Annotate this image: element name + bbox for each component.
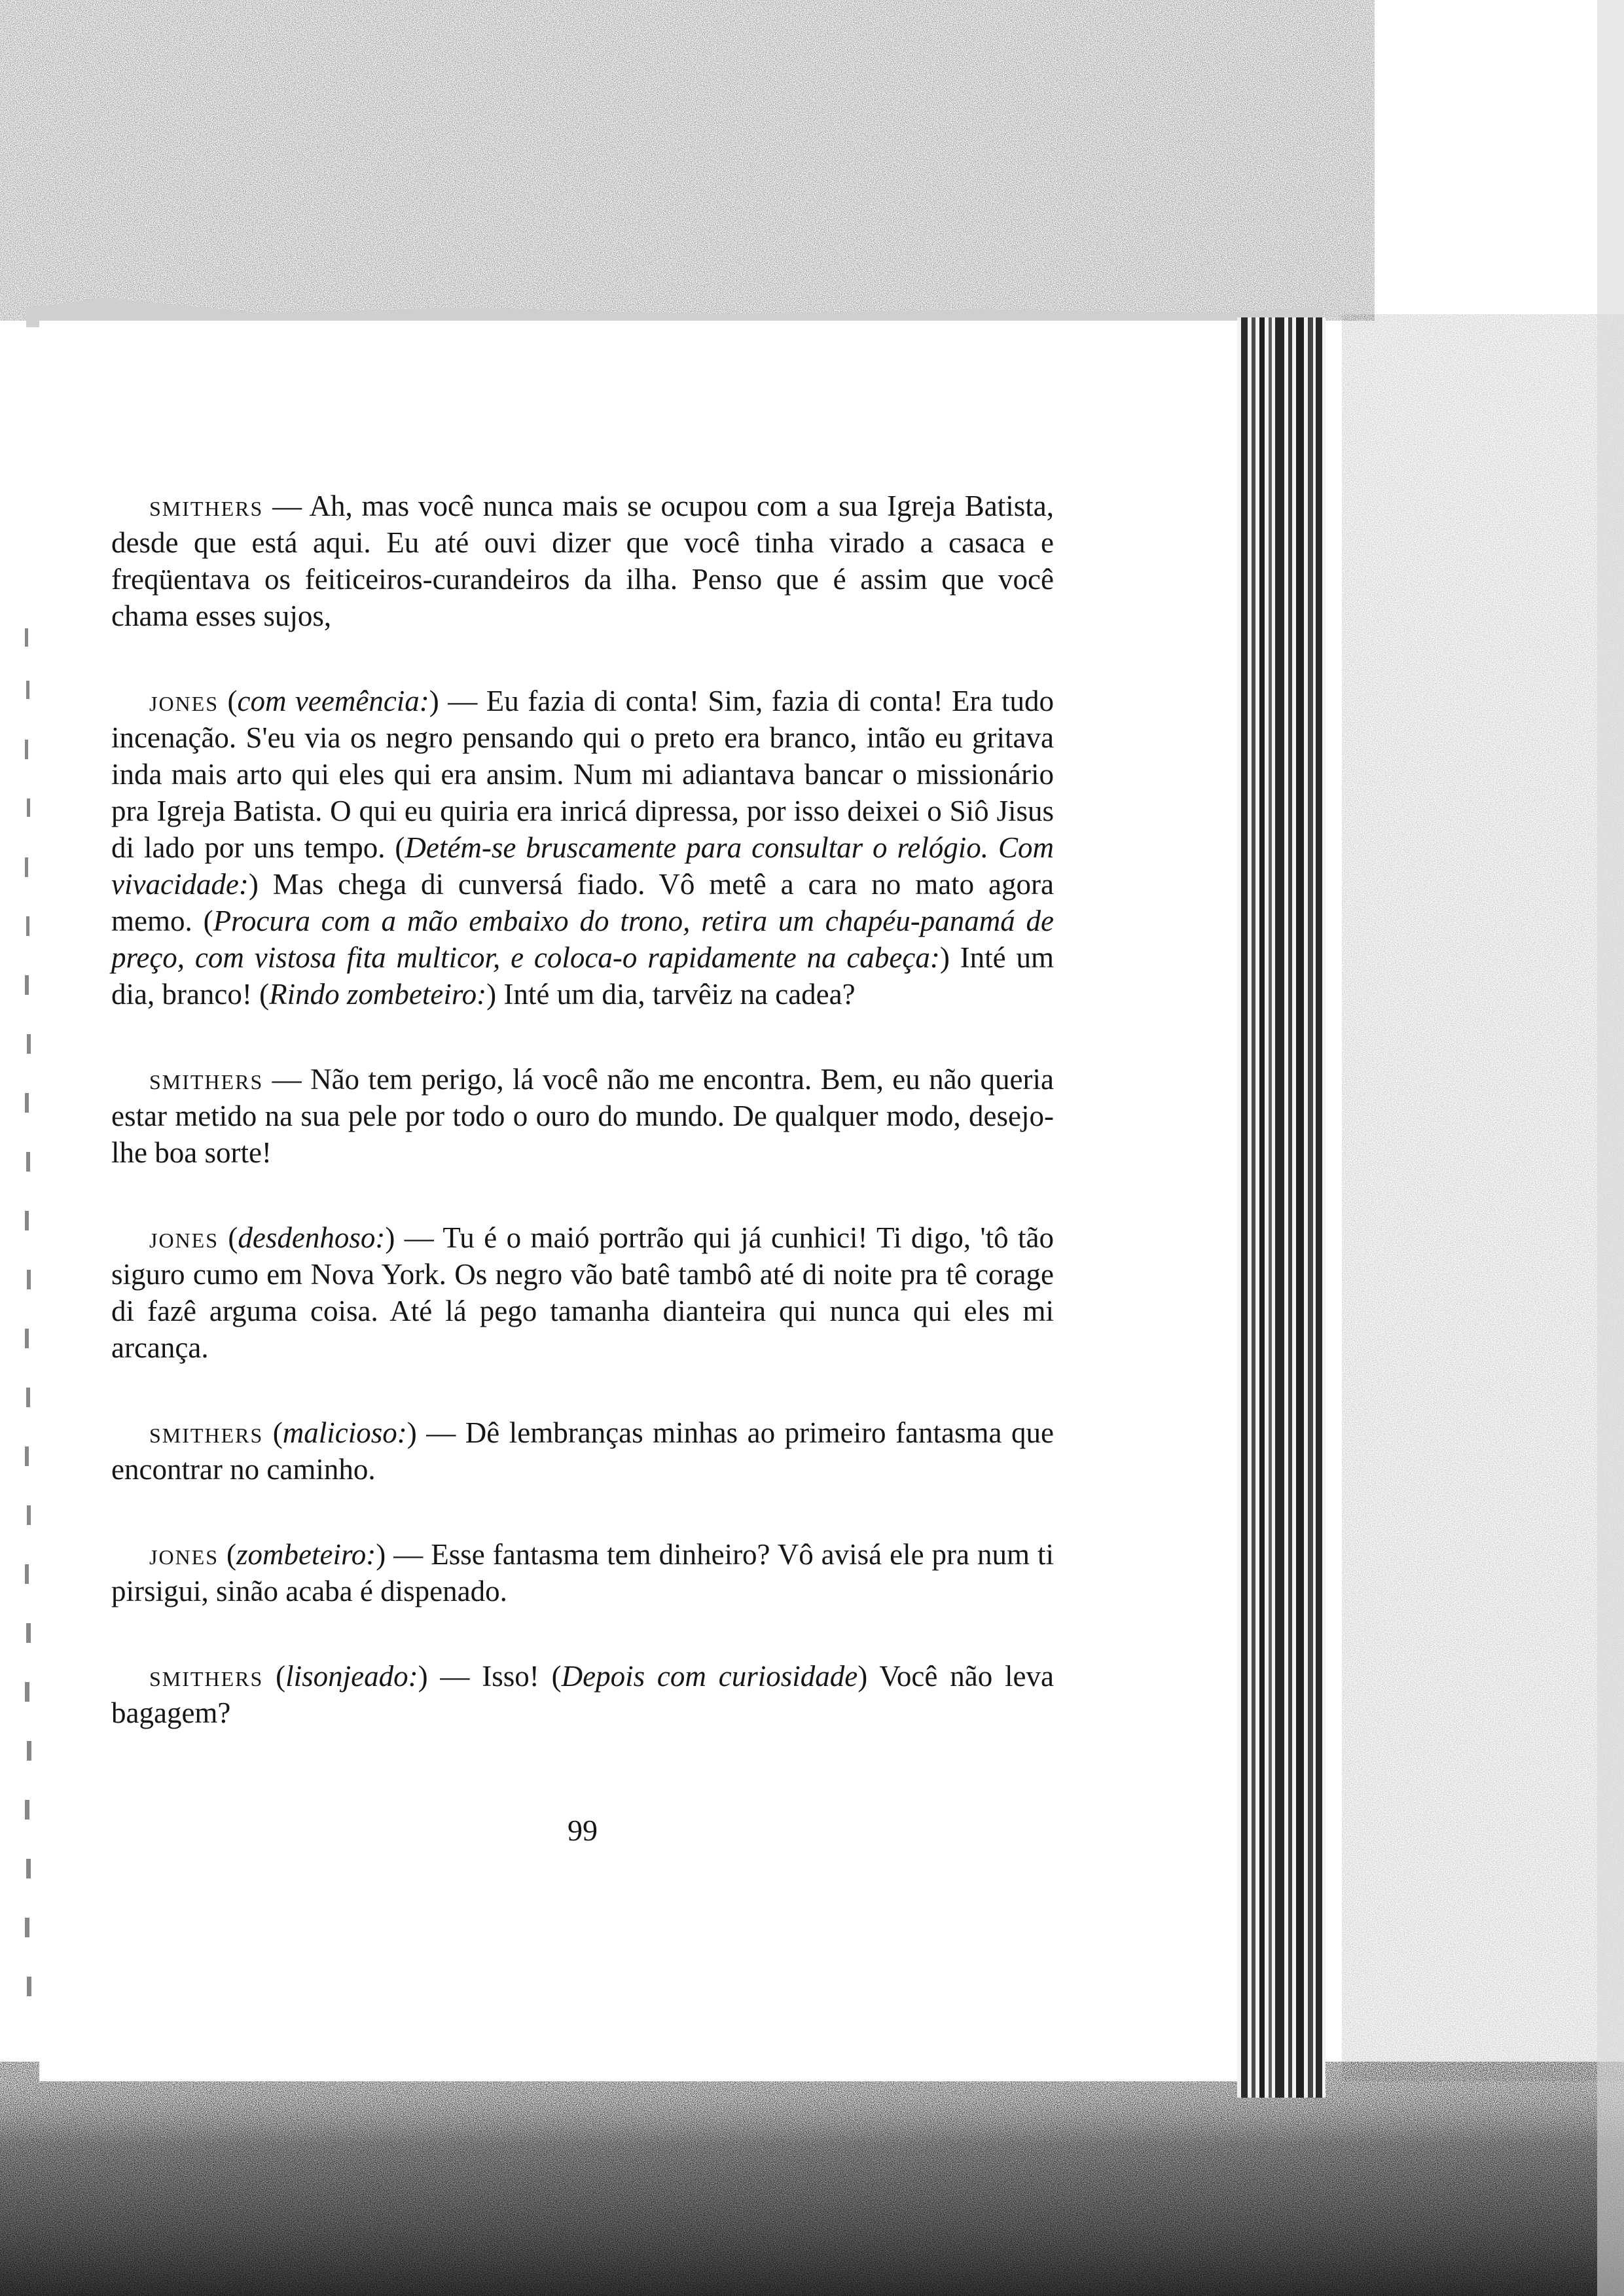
speaker-name: smithers bbox=[149, 490, 264, 522]
dialogue-text: ) Inté um dia, branco! ( bbox=[111, 941, 1055, 1011]
page-text bbox=[111, 488, 1054, 1780]
speaker-name: smithers bbox=[149, 1416, 264, 1449]
dialogue-paragraph bbox=[111, 1414, 1054, 1488]
dialogue-text: — Ah, mas você nunca mais se ocupou com a sua Igreja Batista, desde que está aqui. Eu até ouvi dizer que você tinha virado a casaca e freqüentava os feiticeiros-curandeiros da ilha. Penso que é assim que você chama esses sujos, bbox=[111, 490, 1054, 632]
dialogue-text: ) — Isso! ( bbox=[418, 1660, 562, 1693]
dialogue-text: ( bbox=[219, 1538, 236, 1571]
page-number: 99 bbox=[568, 1814, 598, 1847]
dialogue-paragraph bbox=[111, 1536, 1054, 1609]
stage-direction: zombeteiro: bbox=[236, 1538, 376, 1571]
stage-direction: malicioso: bbox=[282, 1416, 407, 1449]
speaker-name: smithers bbox=[149, 1063, 264, 1096]
speaker-name: jones bbox=[149, 685, 219, 717]
speaker-name: jones bbox=[149, 1538, 219, 1571]
dialogue-text: ) Inté um dia, tarvêiz na cadea? bbox=[486, 978, 856, 1011]
stage-direction: Procura com a mão embaixo do trono, retira um chapéu-panamá de preço, com vistosa fita multicor, e coloca-o rapidamente na cabeça: bbox=[111, 905, 1055, 974]
speaker-name: smithers bbox=[149, 1660, 264, 1693]
dialogue-text: ( bbox=[219, 685, 238, 717]
dialogue-text: ) — Esse fantasma tem dinheiro? Vô avisá ele pra num ti pirsigui, sinão acaba é dispenado. bbox=[111, 1538, 1054, 1607]
book-page bbox=[39, 321, 1237, 2081]
dialogue-paragraph bbox=[111, 683, 1054, 1013]
stage-direction: Depois com curiosidade bbox=[561, 1660, 858, 1693]
stage-direction: Rindo zombeteiro: bbox=[269, 978, 487, 1011]
dialogue-text: ) Você não leva bagagem? bbox=[111, 1660, 1054, 1729]
dialogue-paragraph bbox=[111, 1219, 1054, 1366]
dialogue-text: ( bbox=[263, 1416, 283, 1449]
dialogue-paragraph bbox=[111, 488, 1054, 634]
dialogue-text: ) Mas chega di cunversá fiado. Vô metê a cara no mato agora memo. ( bbox=[111, 868, 1054, 937]
dialogue-text: — Não tem perigo, lá você não me encontra. Bem, eu não queria estar metido na sua pele por todo o ouro do mundo. De qualquer modo, desejo-lhe boa sorte! bbox=[111, 1063, 1054, 1169]
dialogue-text: ) — Eu fazia di conta! Sim, fazia di conta! Era tudo incenação. S'eu via os negro pensando qui o preto era branco, intão eu gritava inda mais arto qui eles qui era ansim. Num mi adiantava bancar o missionário pra Igreja Batista. O qui eu quiria era inricá dipressa, por isso deixei o Siô Jisus di lado por uns tempo. ( bbox=[111, 685, 1054, 864]
dialogue-paragraph bbox=[111, 1658, 1054, 1731]
stage-direction: com veemência: bbox=[237, 685, 429, 717]
dialogue-text: ( bbox=[219, 1221, 238, 1254]
book-page-edges bbox=[1237, 317, 1326, 2098]
speaker-name: jones bbox=[149, 1221, 219, 1254]
dialogue-text: ) — Dê lembranças minhas ao primeiro fantasma que encontrar no caminho. bbox=[111, 1416, 1054, 1486]
dialogue-text: ) — Tu é o maió portrão qui já cunhici! Ti digo, 'tô tão siguro cumo em Nova York. Os negro vão batê tambô até di noite pra tê corage di fazê arguma coisa. Até lá pego tamanha dianteira qui nunca qui eles mi arcança. bbox=[111, 1221, 1054, 1364]
stage-direction: desdenhoso: bbox=[238, 1221, 386, 1254]
dialogue-text: ( bbox=[263, 1660, 286, 1693]
dialogue-paragraph bbox=[111, 1061, 1054, 1171]
stage-direction: lisonjeado: bbox=[285, 1660, 418, 1693]
stage-direction: Detém-se bruscamente para consultar o relógio. Com vivacidade: bbox=[111, 831, 1054, 901]
